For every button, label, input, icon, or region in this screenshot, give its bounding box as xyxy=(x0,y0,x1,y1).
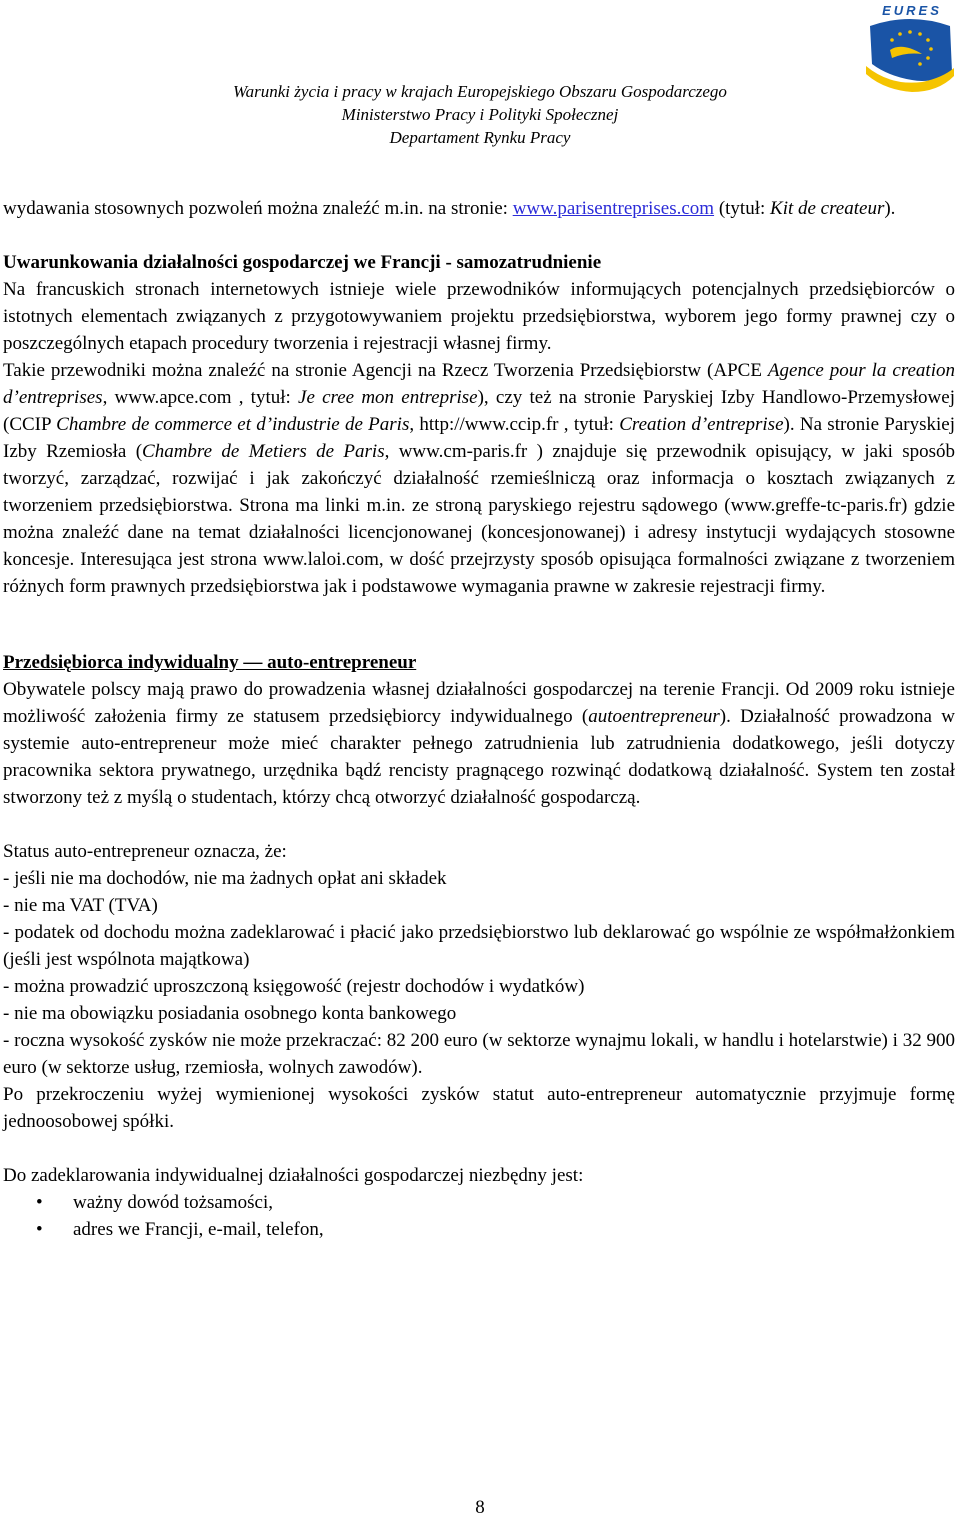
header-line-1: Warunki życia i pracy w krajach Europejskiego Obszaru Gospodarczego xyxy=(233,82,727,101)
parisentreprises-link[interactable]: www.parisentreprises.com xyxy=(512,198,715,219)
intro-title: Kit de createur xyxy=(770,198,885,219)
bullet-icon: • xyxy=(36,1192,43,1213)
text: , http://www.ccip.fr , tytuł: xyxy=(409,414,620,435)
status-item: - roczna wysokość zysków nie może przekraczać: 82 200 euro (w sektorze wynajmu lokali, w handlu i hotelarstwie) i 32 900 euro (w sektorze usług, rzemiosła, wolnych zawodów). xyxy=(3,1030,955,1078)
after-limit-paragraph: Po przekroczeniu wyżej wymienionej wysokości zysków statut auto-entrepreneur automatycznie przyjmuje formę jednoosobowej spółki. xyxy=(3,1084,955,1132)
section1-paragraph-1: Na francuskich stronach internetowych istnieje wiele przewodników informujących potencjalnych przedsiębiorców o istotnych elementach związanych z przygotowywaniem projektu przedsiębiorstwa, wyborem jego formy prawnej czy o poszczególnych etapach procedury tworzenia i rejestracji własnej firmy. xyxy=(3,279,955,354)
list-item-text: ważny dowód tożsamości, xyxy=(73,1192,273,1213)
text-italic: Chambre de Metiers de Paris xyxy=(142,441,385,462)
status-item: - można prowadzić uproszczoną księgowość (rejestr dochodów i wydatków) xyxy=(3,976,585,997)
required-intro: Do zadeklarowania indywidualnej działalności gospodarczej niezbędny jest: xyxy=(3,1165,584,1186)
text: ), czy też na stronie Paryskiej Izby Handlowo-Przemysłowej (CCIP xyxy=(3,387,955,435)
text: Takie przewodniki można znaleźć na stronie Agencji na Rzecz Tworzenia Przedsiębiorstw (APCE xyxy=(3,360,768,381)
text: Obywatele polscy mają prawo do prowadzenia własnej działalności gospodarczej na terenie Francji. Od 2009 roku istnieje możliwość założenia firmy ze statusem przedsiębiorcy indywidualnego ( xyxy=(3,679,955,727)
intro-text: wydawania stosownych pozwoleń można znaleźć m.in. na stronie: xyxy=(3,198,513,219)
running-header xyxy=(0,80,960,149)
document-body xyxy=(3,195,955,1243)
section1-heading: Uwarunkowania działalności gospodarczej we Francji - samozatrudnienie xyxy=(3,252,602,273)
required-list xyxy=(3,1189,955,1243)
text-italic: Creation d’entreprise xyxy=(619,414,784,435)
list-item xyxy=(3,1189,955,1216)
intro-end: ). xyxy=(884,198,896,219)
text-italic: Agence pour la creation d’entreprises xyxy=(3,360,955,408)
section2-paragraph-1 xyxy=(3,676,955,811)
text: , www.apce.com , tytuł: xyxy=(102,387,299,408)
text: ). Na stronie Paryskiej Izby Rzemiosła ( xyxy=(3,414,956,462)
intro-text-after: (tytuł: xyxy=(714,198,771,219)
status-item: - jeśli nie ma dochodów, nie ma żadnych opłat ani składek xyxy=(3,868,447,889)
status-intro: Status auto-entrepreneur oznacza, że: xyxy=(3,841,287,862)
bullet-icon: • xyxy=(36,1219,43,1240)
status-item: - nie ma obowiązku posiadania osobnego konta bankowego xyxy=(3,1003,457,1024)
header-line-3: Departament Rynku Pracy xyxy=(389,128,571,147)
status-item: - podatek od dochodu można zadeklarować i płacić jako przedsiębiorstwo lub deklarować go wspólnie ze współmałżonkiem (jeśli jest wspólnota majątkowa) xyxy=(3,922,955,970)
section1-paragraph-2 xyxy=(3,357,955,600)
list-item xyxy=(3,1216,955,1243)
list-item-text: adres we Francji, e-mail, telefon, xyxy=(73,1219,324,1240)
eures-logo-text: EURES xyxy=(882,3,942,18)
text: , www.cm-paris.fr ) znajduje się przewodnik opisujący, w jaki sposób tworzyć, zarządzać, rozwijać i jak zakończyć działalność rzemieślniczą oraz informacja o kosztach związanych z tworzeniem przedsiębiorstwa. Strona ma linki m.in. ze stroną paryskiego rejestru sądowego (www.greffe-tc-paris.fr) gdzie można znaleźć dane na temat działalności licencjonowanej (koncesjonowanej) i adresy instytucji wydających stosowne koncesje. Interesująca jest strona www.laloi.com, w dość przejrzysty sposób opisująca formalności związane z tworzeniem różnych form prawnych przedsiębiorstwa jak i podstawowe wymagania prawne w zakresie rejestracji firmy. xyxy=(3,441,955,597)
text-italic: Je cree mon entreprise xyxy=(298,387,478,408)
page-number: 8 xyxy=(475,1497,485,1518)
header-line-2: Ministerstwo Pracy i Polityki Społecznej xyxy=(341,105,619,124)
section2-heading: Przedsiębiorca indywidualny — auto-entrepreneur xyxy=(3,652,417,673)
intro-paragraph xyxy=(3,195,955,222)
text-italic: autoentrepreneur xyxy=(588,706,720,727)
text-italic: Chambre de commerce et d’industrie de Paris xyxy=(56,414,410,435)
text: ). Działalność prowadzona w systemie auto-entrepreneur może mieć charakter pełnego zatrudnienia lub zatrudnienia dodatkowego, jeśli dotyczy pracownika sektora prywatnego, urzędnika bądź rencisty pragnącego rozwinąć dodatkową działalność. System ten został stworzony też z myślą o studentach, którzy chcą otworzyć działalność gospodarczą. xyxy=(3,706,955,808)
status-item: - nie ma VAT (TVA) xyxy=(3,895,158,916)
